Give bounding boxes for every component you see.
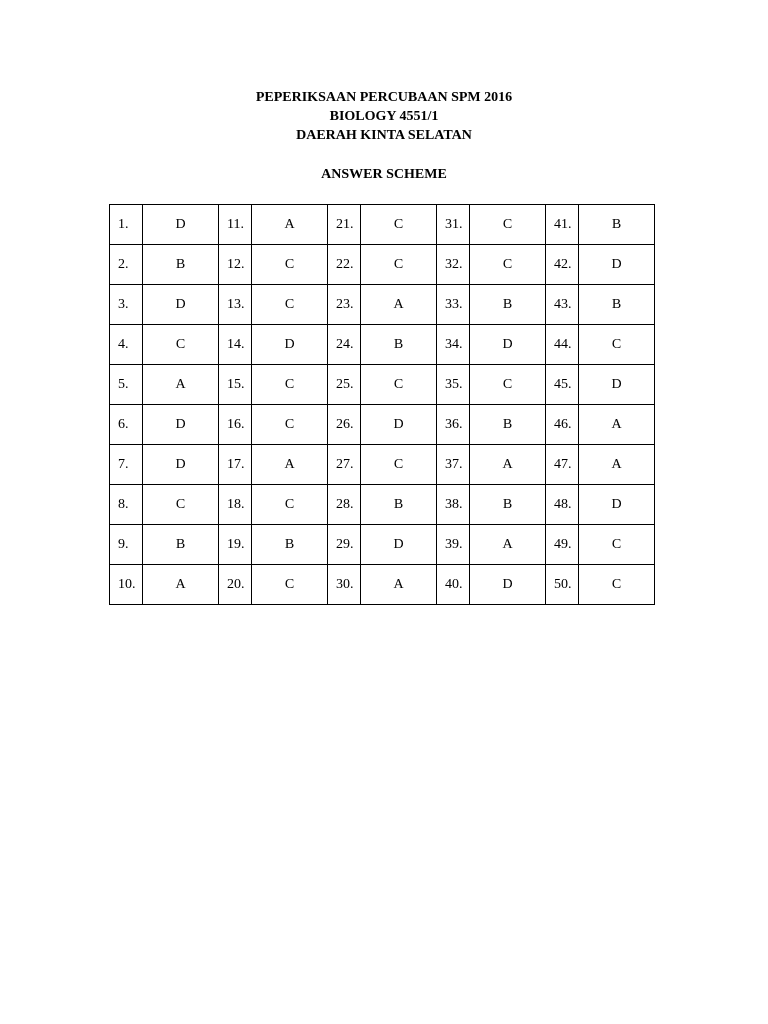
answer-letter: A — [252, 205, 328, 245]
answer-letter: C — [252, 405, 328, 445]
answer-letter: D — [361, 405, 437, 445]
question-number: 15. — [219, 365, 252, 405]
question-number: 33. — [437, 285, 470, 325]
table-row — [110, 485, 655, 525]
answer-letter: C — [361, 205, 437, 245]
table-row — [110, 565, 655, 605]
question-number: 31. — [437, 205, 470, 245]
answer-letter: B — [361, 485, 437, 525]
question-number: 44. — [546, 325, 579, 365]
question-number: 21. — [328, 205, 361, 245]
question-number: 6. — [110, 405, 143, 445]
table-row — [110, 205, 655, 245]
answer-letter: B — [143, 245, 219, 285]
answer-letter: B — [470, 405, 546, 445]
question-number: 48. — [546, 485, 579, 525]
answer-letter: C — [579, 525, 655, 565]
question-number: 13. — [219, 285, 252, 325]
question-number: 46. — [546, 405, 579, 445]
answer-letter: C — [579, 325, 655, 365]
table-row — [110, 285, 655, 325]
question-number: 24. — [328, 325, 361, 365]
question-number: 23. — [328, 285, 361, 325]
question-number: 10. — [110, 565, 143, 605]
question-number: 25. — [328, 365, 361, 405]
answer-letter: D — [143, 405, 219, 445]
question-number: 29. — [328, 525, 361, 565]
table-row — [110, 405, 655, 445]
answer-letter: C — [361, 365, 437, 405]
answer-letter: A — [579, 445, 655, 485]
exam-title: PEPERIKSAAN PERCUBAAN SPM 2016 — [255, 90, 513, 105]
question-number: 17. — [219, 445, 252, 485]
answer-letter: A — [252, 445, 328, 485]
answer-letter: B — [252, 525, 328, 565]
question-number: 26. — [328, 405, 361, 445]
answer-letter: D — [252, 325, 328, 365]
question-number: 38. — [437, 485, 470, 525]
answer-scheme-heading: ANSWER SCHEME — [321, 167, 447, 182]
answer-letter: C — [470, 245, 546, 285]
table-row — [110, 245, 655, 285]
answer-letter: C — [252, 285, 328, 325]
question-number: 41. — [546, 205, 579, 245]
answer-table — [109, 204, 655, 605]
answer-letter: D — [579, 245, 655, 285]
question-number: 4. — [110, 325, 143, 365]
answer-letter: D — [579, 365, 655, 405]
question-number: 18. — [219, 485, 252, 525]
answer-letter: C — [579, 565, 655, 605]
answer-letter: B — [470, 285, 546, 325]
question-number: 1. — [110, 205, 143, 245]
question-number: 16. — [219, 405, 252, 445]
question-number: 7. — [110, 445, 143, 485]
answer-letter: C — [143, 325, 219, 365]
question-number: 32. — [437, 245, 470, 285]
question-number: 27. — [328, 445, 361, 485]
question-number: 47. — [546, 445, 579, 485]
question-number: 35. — [437, 365, 470, 405]
answer-letter: D — [579, 485, 655, 525]
question-number: 30. — [328, 565, 361, 605]
question-number: 42. — [546, 245, 579, 285]
table-row — [110, 525, 655, 565]
question-number: 28. — [328, 485, 361, 525]
subject-code: BIOLOGY 4551/1 — [329, 109, 439, 124]
answer-letter: D — [470, 325, 546, 365]
question-number: 50. — [546, 565, 579, 605]
question-number: 37. — [437, 445, 470, 485]
answer-letter: C — [143, 485, 219, 525]
table-row — [110, 445, 655, 485]
question-number: 49. — [546, 525, 579, 565]
answer-letter: B — [579, 285, 655, 325]
question-number: 40. — [437, 565, 470, 605]
question-number: 19. — [219, 525, 252, 565]
question-number: 5. — [110, 365, 143, 405]
question-number: 34. — [437, 325, 470, 365]
question-number: 3. — [110, 285, 143, 325]
question-number: 20. — [219, 565, 252, 605]
answer-letter: D — [361, 525, 437, 565]
answer-table-body — [110, 205, 655, 605]
question-number: 11. — [219, 205, 252, 245]
question-number: 43. — [546, 285, 579, 325]
answer-letter: A — [361, 285, 437, 325]
district-name: DAERAH KINTA SELATAN — [296, 128, 472, 143]
answer-letter: A — [143, 365, 219, 405]
answer-letter: C — [252, 365, 328, 405]
answer-letter: A — [361, 565, 437, 605]
question-number: 12. — [219, 245, 252, 285]
table-row — [110, 365, 655, 405]
answer-letter: B — [143, 525, 219, 565]
answer-letter: D — [143, 285, 219, 325]
answer-letter: D — [143, 445, 219, 485]
question-number: 9. — [110, 525, 143, 565]
answer-letter: C — [470, 205, 546, 245]
question-number: 36. — [437, 405, 470, 445]
answer-letter: D — [470, 565, 546, 605]
answer-letter: B — [470, 485, 546, 525]
answer-letter: D — [143, 205, 219, 245]
answer-letter: C — [361, 245, 437, 285]
question-number: 45. — [546, 365, 579, 405]
answer-letter: C — [470, 365, 546, 405]
question-number: 39. — [437, 525, 470, 565]
answer-letter: A — [579, 405, 655, 445]
answer-letter: C — [252, 485, 328, 525]
question-number: 14. — [219, 325, 252, 365]
answer-letter: C — [252, 245, 328, 285]
question-number: 22. — [328, 245, 361, 285]
question-number: 8. — [110, 485, 143, 525]
answer-letter: B — [579, 205, 655, 245]
table-row — [110, 325, 655, 365]
answer-letter: A — [143, 565, 219, 605]
answer-letter: C — [361, 445, 437, 485]
answer-letter: B — [361, 325, 437, 365]
answer-letter: C — [252, 565, 328, 605]
answer-letter: A — [470, 525, 546, 565]
answer-letter: A — [470, 445, 546, 485]
question-number: 2. — [110, 245, 143, 285]
document-header — [0, 88, 768, 145]
